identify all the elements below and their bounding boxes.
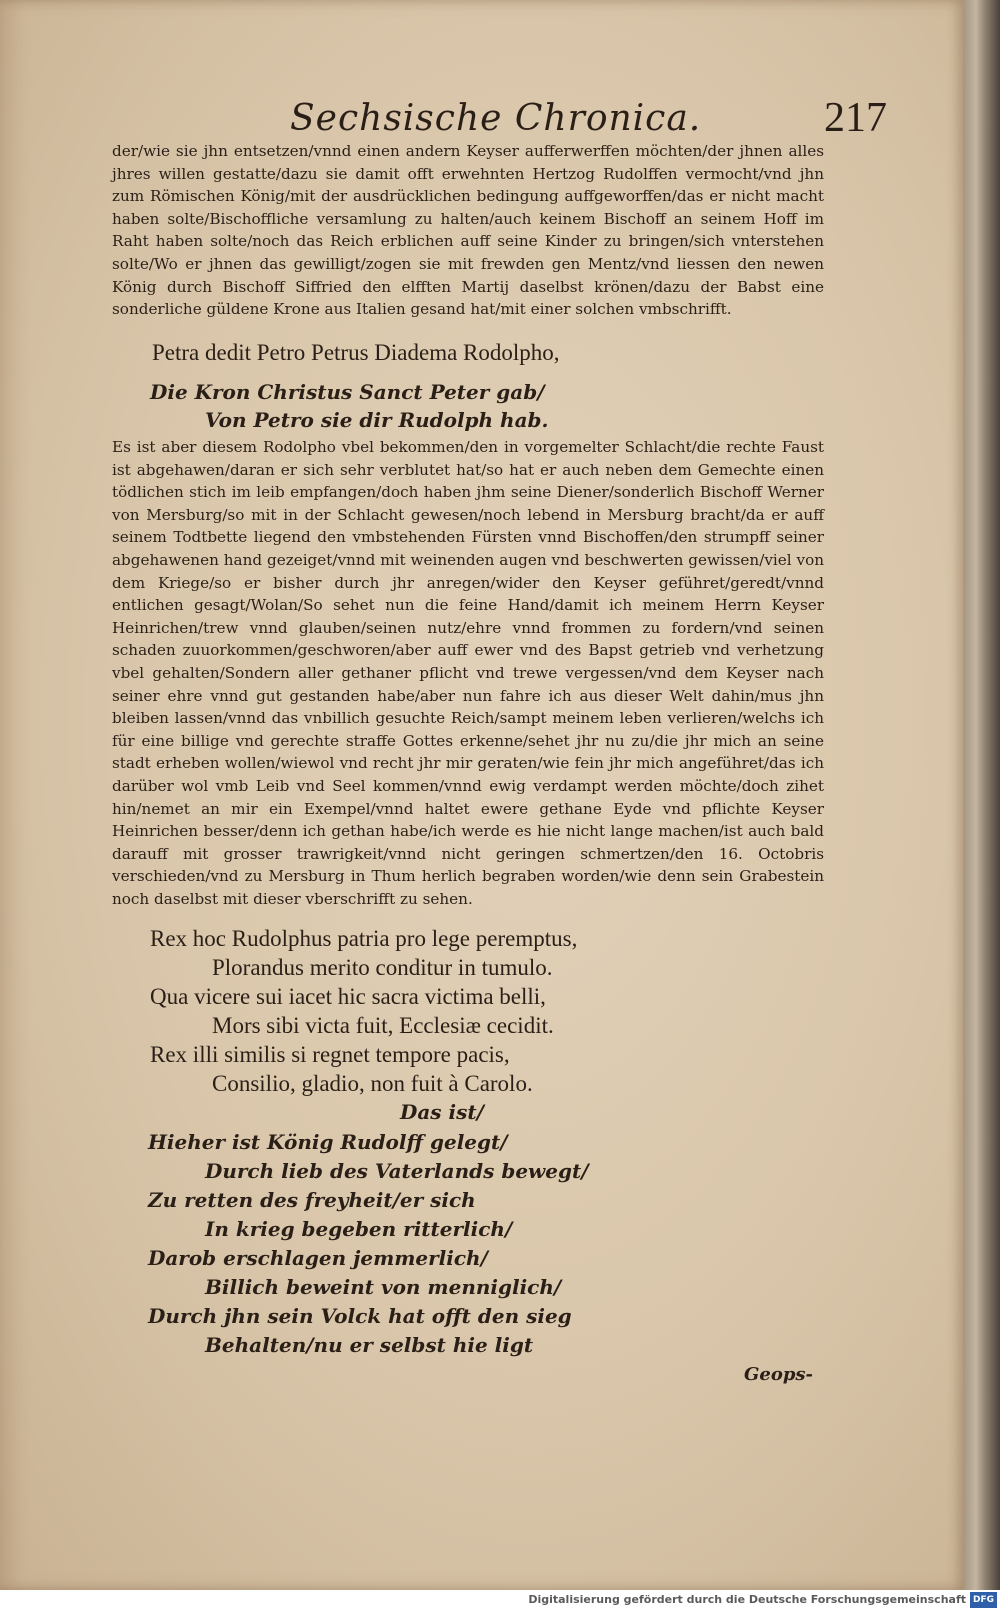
page-fore-edge [963,0,1000,1590]
epitaph-german-line: In krieg begeben ritterlich/ [205,1217,513,1241]
epitaph-german-line: Zu retten des freyheit/er sich [148,1188,476,1212]
epitaph-german-line: Behalten/nu er selbst hie ligt [205,1333,534,1357]
paragraph-1: der/wie sie jhn entsetzen/vnnd einen andern Keyser aufferwerffen möchten/der jhnen alles jhres willen gestatte/dazu sie damit offt erwehnten Hertzog Rudolffen vermocht/vnd jhn zum Römischen König/mit der ausdrücklichen bedingung auffgeworffen/das er nicht macht haben solte/Bischoffliche versamlung zu halten/auch keinem Bischoff an seinem Hoff im Raht haben solte/noch das Reich erblichen auff seine Kinder zu bringen/sich vnterstehen solte/Wo er jhnen das gewilligt/zogen sie mit frewden gen Mentz/vnd liessen den newen König durch Bischoff Siffried den elfften Martij daselbst krönen/dazu der Babst eine sonderliche güldene Krone aus Italien gesand hat/mit einer solchen vmbschrifft. [112,142,824,319]
epitaph-german-line: Durch lieb des Vaterlands bewegt/ [205,1159,589,1183]
epitaph-latin-line: Qua vicere sui iacet hic sacra victima belli, [150,984,546,1009]
epitaph-german-line: Billich beweint von menniglich/ [205,1275,562,1299]
running-head: Sechsische Chronica. [290,98,702,139]
epitaph-heading: Das ist/ [400,1100,484,1124]
crown-inscription-german-line: Von Petro sie dir Rudolph hab. [205,408,549,432]
crown-inscription-latin: Petra dedit Petro Petrus Diadema Rodolpho, [152,340,560,365]
epitaph-latin-line: Mors sibi victa fuit, Ecclesiæ cecidit. [212,1013,554,1038]
dfg-logo: DFG [970,1592,997,1608]
catchword: Geops- [744,1364,814,1385]
page-number: 217 [824,95,887,141]
epitaph-latin-line: Rex hoc Rudolphus patria pro lege peremptus, [150,926,578,951]
paragraph-2: Es ist aber diesem Rodolpho vbel bekommen/den in vorgemelter Schlacht/die rechte Faust ist abgehawen/daran er sich sehr verblutet hat/so hat er auch neben dem Gemechte einen tödlichen stich im leib empfangen/doch haben jhm seine Diener/sonderlich Bischoff Werner von Mersburg/so mit in der Schlacht gewesen/noch lebend in Mersburg bracht/da er auff seinem Todtbette liegend den vmbstehenden Fürsten vnnd Bischoffen/den strumpff seiner abgehawenen hand gezeiget/vnnd mit weinenden augen vnd beschwerten gewissen/viel von dem Kriege/so er bisher durch jhr anregen/wider den Keyser geführet/geredt/vnnd entlichen gesagt/Wolan/So sehet nun die feine Hand/damit ich meinem Herrn Keyser Heinrichen/trew vnnd glauben/seinen nutz/ehre vnnd frommen zu fordern/vnd seinen schaden zuuorkommen/geschworen/aber auff ewer vnd des Bapst getrieb vnd verhetzung vbel gehalten/Sondern aller gethaner pflicht vnd trewe vergessen/vnd dem Keyser nach seiner ehre vnnd gut gestanden habe/aber nun fahre ich aus dieser Welt dahin/mus jhn bleiben lassen/vnnd das vnbillich gesuchte Reich/sampt meinem leben verlieren/welchs ich für eine billige vnd gerechte straffe Gottes erkenne/sehet jhr nu zu/die jhr mich an seine stadt erheben wollen/wiewol vnd recht jhr mir geraten/wie fein jhr mich angeführet/das ich darüber wol vmb Leib vnd Seel kommen/vnnd ewig verdampt werden möchte/doch zihet hin/nemet an mir ein Exempel/vnnd haltet ewere gethane Eyde vnd pflichte Keyser Heinrichen besser/denn ich gethan habe/ich werde es hie nicht lange machen/ist auch bald darauff mit grosser trawrigkeit/vnnd nicht geringen schmertzen/den 16. Octobris verschieden/vnd zu Mersburg in Thum herlich begraben worden/wie denn sein Grabestein noch daselbst mit dieser vberschrifft zu sehen. [112,438,824,908]
epitaph-german-line: Hieher ist König Rudolff gelegt/ [148,1130,508,1154]
epitaph-latin-line: Rex illi similis si regnet tempore pacis, [150,1042,510,1067]
crown-inscription-german-line: Die Kron Christus Sanct Peter gab/ [150,380,545,404]
epitaph-german-line: Darob erschlagen jemmerlich/ [148,1246,488,1270]
epitaph-german-line: Durch jhn sein Volck hat offt den sieg [148,1304,572,1328]
epitaph-latin-line: Consilio, gladio, non fuit à Carolo. [212,1071,533,1096]
funding-credit: Digitalisierung gefördert durch die Deutsche Forschungsgemeinschaft [528,1593,966,1606]
digitization-footer [0,1590,1000,1611]
epitaph-latin-line: Plorandus merito conditur in tumulo. [212,955,553,980]
